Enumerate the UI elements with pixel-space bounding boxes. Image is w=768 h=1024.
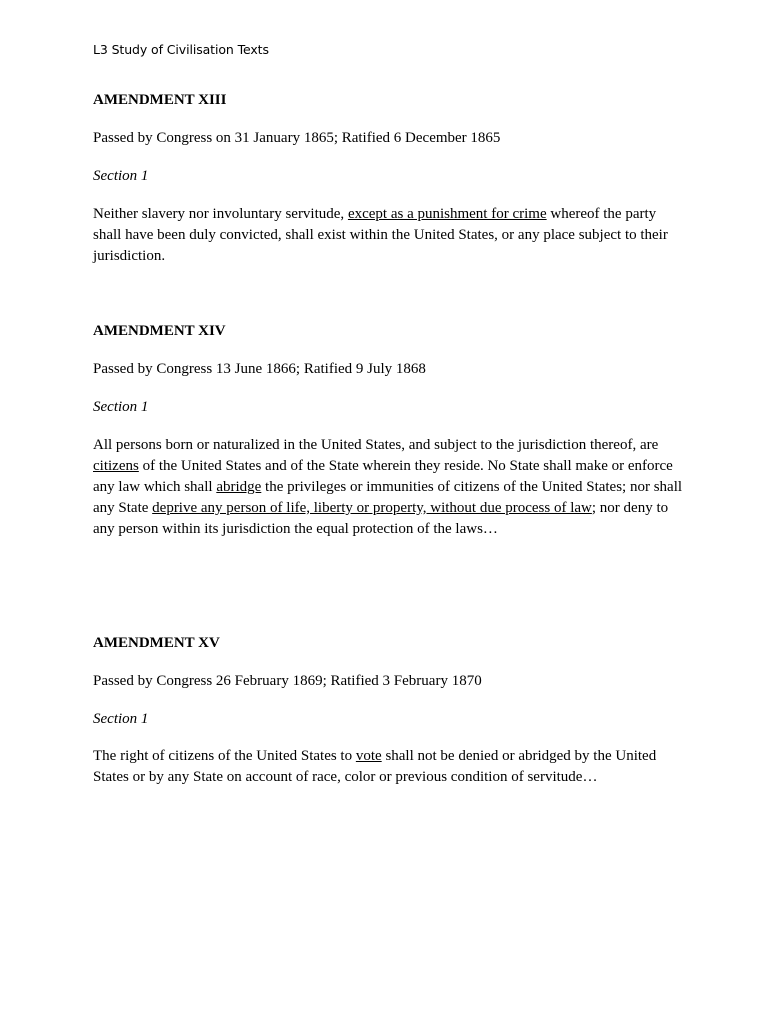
text-segment: shall not be denied or abridged by the United States or by any State on account of race, color or previous condition of servitude… (93, 748, 657, 785)
amendment-xv-title: AMENDMENT XV (93, 635, 220, 651)
underlined-phrase: except as a punishment for crime (347, 206, 547, 222)
underlined-phrase: citizens (93, 458, 139, 474)
underlined-phrase: vote (355, 748, 382, 764)
amendment-xiv-passed: Passed by Congress 13 June 1866; Ratified 9 July 1868 (93, 361, 426, 377)
underlined-phrase: deprive any person of life, liberty or property, without due process of law (152, 500, 592, 516)
text-segment: ; nor deny to any person within its jurisdiction the equal protection of the laws… (93, 500, 669, 537)
amendment-xiii-text (93, 204, 683, 267)
text-segment: of the United States and of the State wherein they reside. No State shall make or enforce any law which shall (93, 458, 673, 495)
text-segment: The right of citizens of the United States to (93, 748, 356, 764)
text-segment: whereof the party shall have been duly convicted, shall exist within the United States, or any place subject to their jurisdiction. (93, 206, 668, 264)
amendment-xiii-title: AMENDMENT XIII (93, 92, 227, 108)
text-segment: All persons born or naturalized in the United States, and subject to the jurisdiction thereof, are (93, 437, 659, 453)
amendment-xiv-text (93, 435, 683, 540)
amendment-xiii-section: Section 1 (93, 168, 149, 184)
amendment-xv-section: Section 1 (93, 711, 149, 727)
amendment-xiv-section: Section 1 (93, 399, 149, 415)
amendment-xiv-title: AMENDMENT XIV (93, 323, 226, 339)
amendment-xv-passed: Passed by Congress 26 February 1869; Ratified 3 February 1870 (93, 673, 482, 689)
page-header: L3 Study of Civilisation Texts (93, 42, 269, 57)
text-segment: the privileges or immunities of citizens of the United States; nor shall any State (93, 479, 683, 516)
underlined-phrase: abridge (216, 479, 262, 495)
text-segment: Neither slavery nor involuntary servitude, (93, 206, 348, 222)
amendment-xv-text (93, 746, 683, 788)
amendment-xiii-passed: Passed by Congress on 31 January 1865; Ratified 6 December 1865 (93, 130, 501, 146)
